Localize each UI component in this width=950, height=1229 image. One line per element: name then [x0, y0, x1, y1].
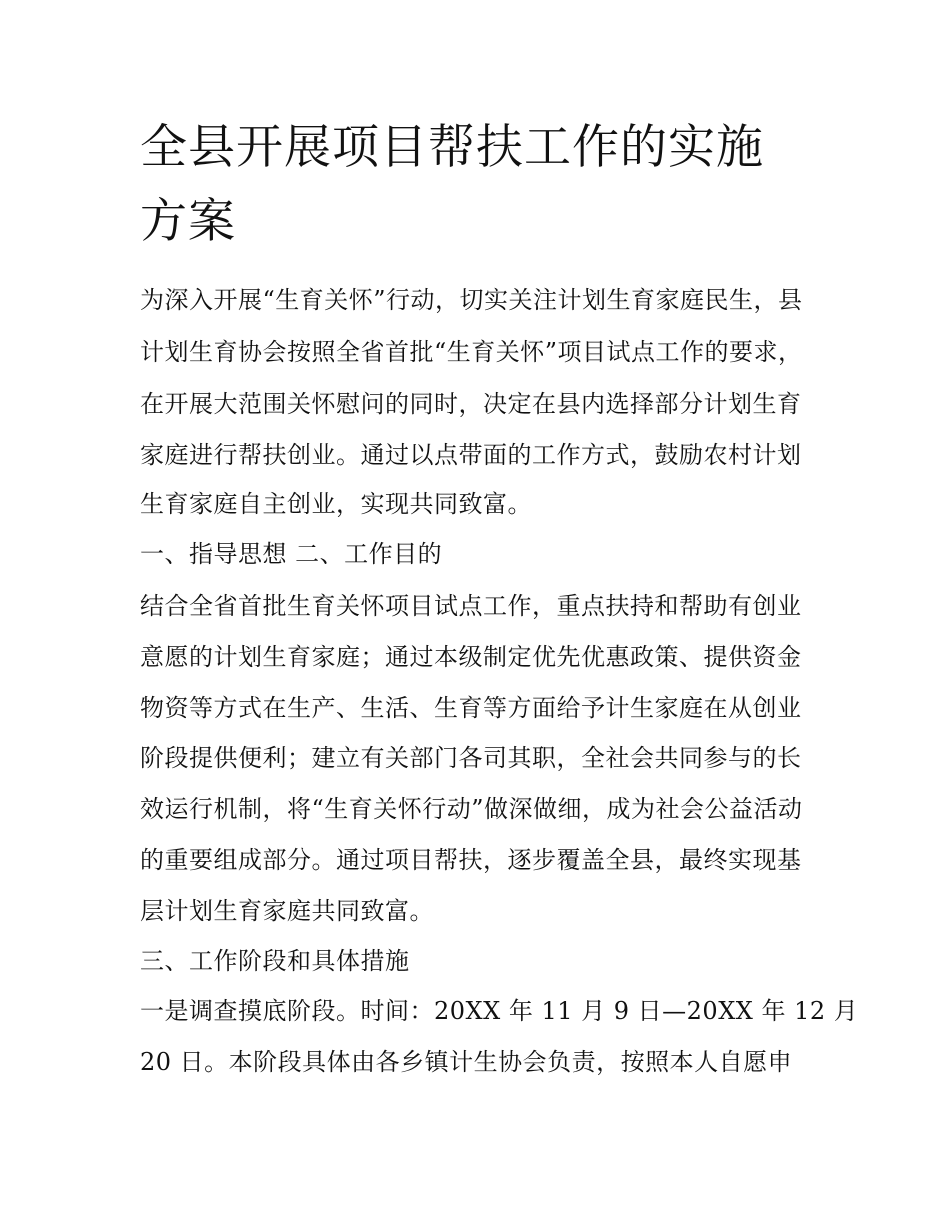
- body-line: 在开展大范围关怀慰问的同时，决定在县内选择部分计划生育: [140, 390, 802, 418]
- body-line: 计划生育协会按照全省首批“生育关怀”项目试点工作的要求，: [140, 338, 803, 366]
- body-line: 一是调查摸底阶段。时间：20XX 年 11 月 9 日—20XX 年 12 月: [140, 997, 859, 1025]
- body-line: 意愿的计划生育家庭；通过本级制定优先优惠政策、提供资金: [140, 643, 802, 671]
- body-line: 效运行机制，将“生育关怀行动”做深做细，成为社会公益活动: [140, 795, 803, 823]
- body-line: 物资等方式在生产、生活、生育等方面给予计生家庭在从创业: [140, 694, 802, 722]
- body-line: 20 日。本阶段具体由各乡镇计生协会负责，按照本人自愿申: [140, 1048, 793, 1076]
- body-line: 阶段提供便利；建立有关部门各司其职，全社会共同参与的长: [140, 744, 802, 772]
- section-heading-3: 三、工作阶段和具体措施: [140, 947, 410, 975]
- body-line: 的重要组成部分。通过项目帮扶，逐步覆盖全县，最终实现基: [140, 846, 802, 874]
- body-line: 生育家庭自主创业，实现共同致富。: [140, 490, 532, 518]
- section-heading-1-2: 一、指导思想 二、工作目的: [140, 540, 443, 568]
- body-line: 家庭进行帮扶创业。通过以点带面的工作方式，鼓励农村计划: [140, 441, 802, 469]
- body-line: 层计划生育家庭共同致富。: [140, 897, 434, 925]
- body-line: 为深入开展“生育关怀”行动，切实关注计划生育家庭民生，县: [140, 286, 803, 314]
- document-title-line-2: 方案: [140, 194, 236, 249]
- document-title-line-1: 全县开展项目帮扶工作的实施: [140, 120, 764, 175]
- body-line: 结合全省首批生育关怀项目试点工作，重点扶持和帮助有创业: [140, 592, 802, 620]
